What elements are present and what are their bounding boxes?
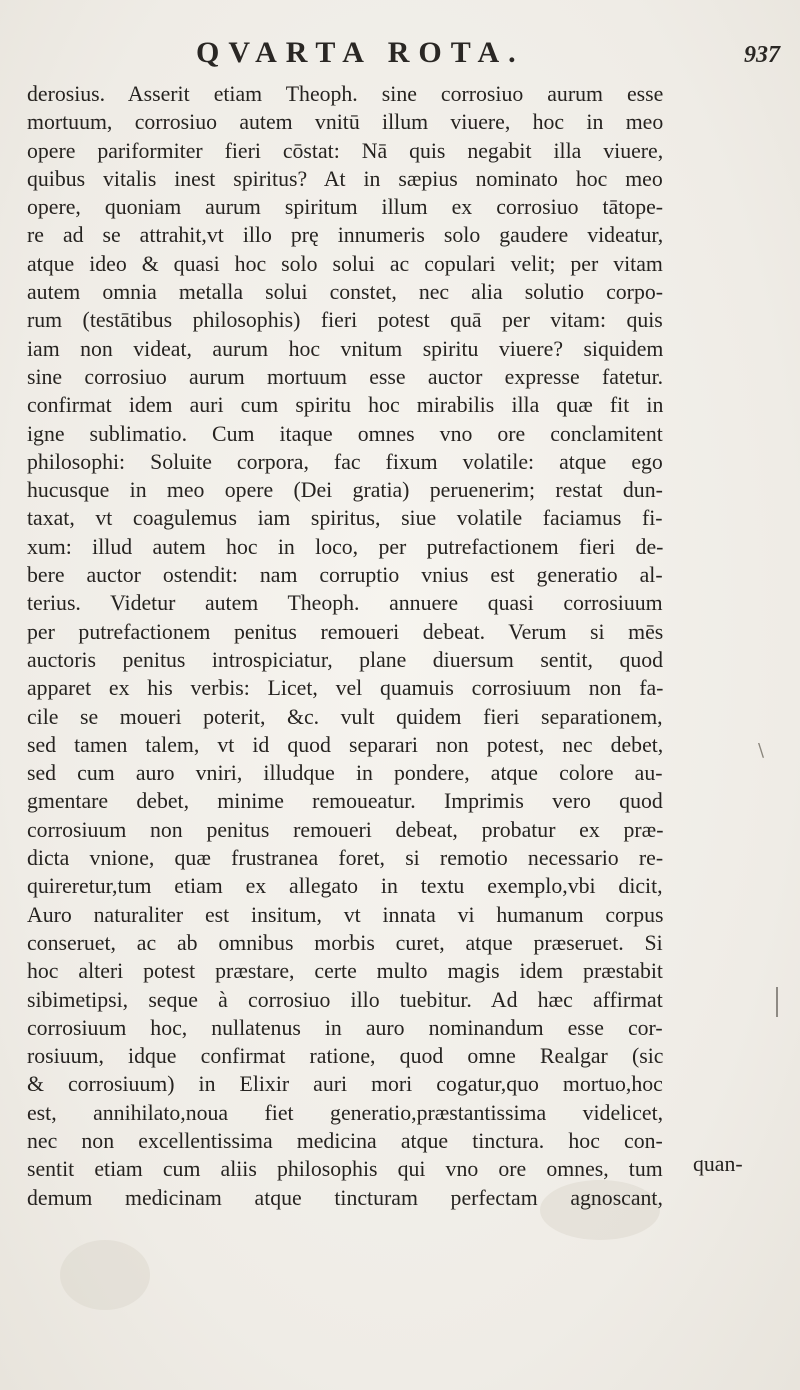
text-line: autem omnia metalla solui constet, nec alia solutio corpo- — [27, 280, 663, 305]
text-line: opere, quoniam aurum spiritum illum ex corrosiuo tātope- — [27, 195, 664, 220]
text-line: conseruet, ac ab omnibus morbis curet, atque præseruet. Si — [27, 930, 663, 955]
text-line: est, annihilato,noua fiet generatio,præstantissima videlicet, — [27, 1100, 664, 1125]
text-line: sine corrosiuo aurum mortuum esse auctor expresse fatetur. — [27, 364, 664, 389]
text-line: gmentare debet, minime remoueatur. Imprimis vero quod — [27, 789, 663, 814]
margin-mark: \ — [758, 740, 765, 761]
text-line: per putrefactionem penitus remoueri debeat. Verum si mēs — [27, 619, 664, 644]
text-line: bere auctor ostendit: nam corruptio vnius est generatio al- — [27, 563, 663, 588]
running-title: QVARTA ROTA. — [196, 36, 525, 69]
page-number: 937 — [744, 42, 780, 68]
text-line: xum: illud autem hoc in loco, per putrefactionem fieri de- — [27, 534, 664, 559]
text-line: philosophi: Soluite corpora, fac fixum volatile: atque ego — [27, 449, 663, 474]
text-line: & corrosiuum) in Elixir auri mori cogatur,quo mortuo,hoc — [27, 1072, 663, 1097]
body-text — [27, 80, 663, 1212]
text-line: cile se moueri poterit, &c. vult quidem fieri separationem, — [27, 704, 663, 729]
text-line: auctoris penitus introspiciatur, plane diuersum sentit, quod — [27, 647, 664, 672]
text-line: sibimetipsi, seque à corrosiuo illo tuebitur. Ad hæc affirmat — [27, 987, 663, 1012]
text-line: quibus vitalis inest spiritus? At in sæpius nominato hoc meo — [27, 166, 663, 191]
text-line: sed cum auro vniri, illudque in pondere, atque colore au- — [27, 761, 663, 786]
text-line: quireretur,tum etiam ex allegato in textu exemplo,vbi dicit, — [27, 874, 663, 899]
text-line: rosiuum, idque confirmat ratione, quod omne Realgar (sic — [27, 1044, 664, 1069]
text-line: derosius. Asserit etiam Theoph. sine corrosiuo aurum esse — [27, 82, 664, 106]
text-line: dicta vnione, quæ frustranea foret, si remotio necessario re- — [27, 846, 664, 871]
text-line: rum (testātibus philosophis) fieri potest quā per vitam: quis — [27, 308, 663, 333]
text-line: hucusque in meo opere (Dei gratia) peruenerim; restat dun- — [27, 478, 663, 503]
text-line: mortuum, corrosiuo autem vnitū illum viuere, hoc in meo — [27, 110, 664, 135]
text-line: nec non excellentissima medicina atque tinctura. hoc con- — [27, 1128, 663, 1153]
margin-rule — [776, 987, 778, 1017]
text-line: corrosiuum hoc, nullatenus in auro nominandum esse cor- — [27, 1015, 663, 1040]
text-line: apparet ex his verbis: Licet, vel quamuis corrosiuum non fa- — [27, 676, 664, 701]
text-line: iam non videat, aurum hoc vnitum spiritu viuere? siquidem — [27, 336, 664, 361]
text-line: re ad se attrahit,vt illo prę innumeris solo gaudere videatur, — [27, 223, 664, 248]
text-line: sentit etiam cum aliis philosophis qui vno ore omnes, tum — [27, 1157, 663, 1182]
text-line: corrosiuum non penitus remoueri debeat, probatur ex præ- — [27, 817, 664, 842]
text-line: atque ideo & quasi hoc solo solui ac copulari velit; per vitam — [27, 251, 663, 276]
text-line: terius. Videtur autem Theoph. annuere quasi corrosiuum — [27, 591, 663, 616]
text-line: hoc alteri potest præstare, certe multo magis idem præstabit — [27, 959, 663, 984]
catchword: quan- — [693, 1152, 743, 1176]
text-line: confirmat idem auri cum spiritu hoc mirabilis illa quæ fit in — [27, 393, 664, 418]
text-line: Auro naturaliter est insitum, vt innata vi humanum corpus — [27, 902, 664, 927]
running-head — [0, 36, 800, 76]
text-line: sed tamen talem, vt id quod separari non potest, nec debet, — [27, 732, 664, 757]
text-line: opere pariformiter fieri cōstat: Nā quis negabit illa viuere, — [27, 138, 664, 163]
text-line: demum medicinam atque tincturam perfectam agnoscant, — [27, 1185, 663, 1210]
paper-stain — [60, 1240, 150, 1310]
text-line: igne sublimatio. Cum itaque omnes vno ore conclamitent — [27, 421, 663, 446]
text-line: taxat, vt coagulemus iam spiritus, siue volatile faciamus fi- — [27, 506, 663, 531]
